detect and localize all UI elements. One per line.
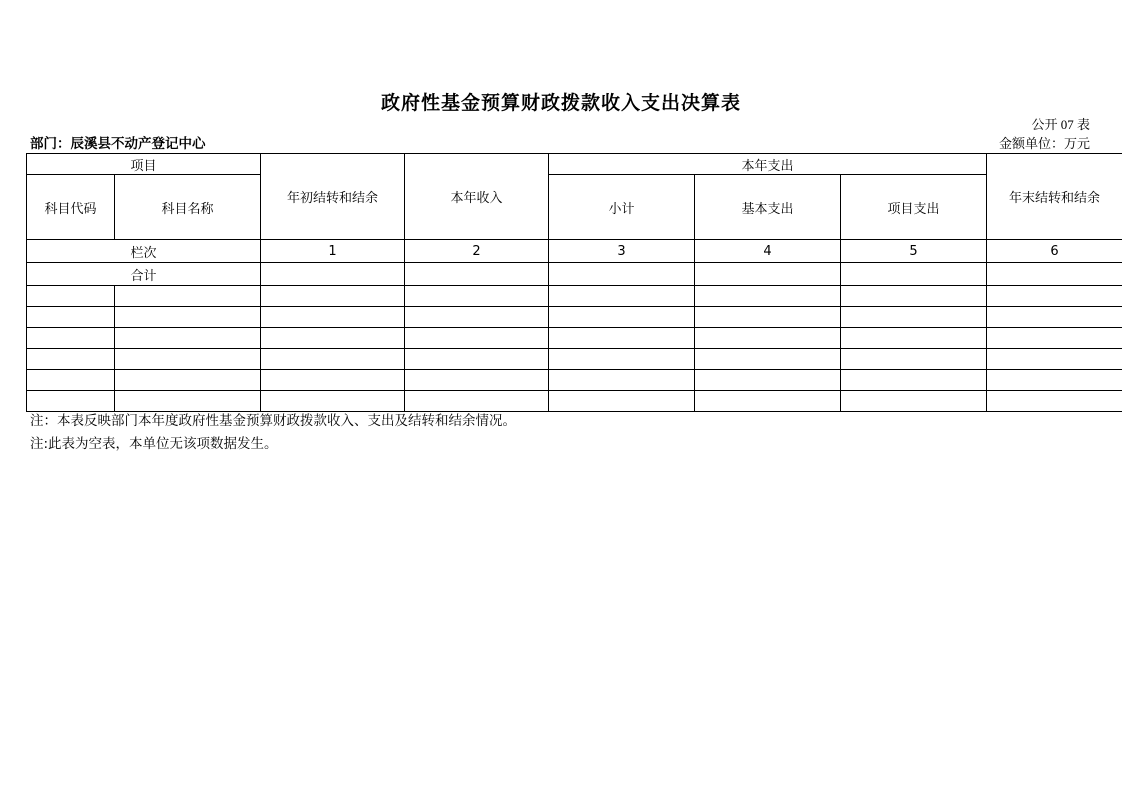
group-header-expenditure: 本年支出 (549, 154, 987, 175)
table-row (27, 328, 1122, 349)
column-header-subject-name: 科目名称 (115, 175, 261, 240)
total-row-cell (261, 263, 405, 286)
table-cell (695, 307, 841, 328)
table-cell (987, 328, 1122, 349)
table-cell (405, 370, 549, 391)
table-cell (115, 286, 261, 307)
column-header-subtotal: 小计 (549, 175, 695, 240)
column-number-1: 1 (261, 240, 405, 263)
column-header-subject-code: 科目代码 (27, 175, 115, 240)
column-header-project-expenditure: 项目支出 (841, 175, 987, 240)
total-row-cell (549, 263, 695, 286)
table-cell (695, 328, 841, 349)
column-header-1: 本年收入 (405, 154, 549, 240)
note-line-1: 注：本表反映部门本年度政府性基金预算财政拨款收入、支出及结转和结余情况。 (30, 413, 516, 429)
budget-table (26, 153, 1122, 412)
table-cell (987, 307, 1122, 328)
table-cell (549, 286, 695, 307)
table-cell (261, 286, 405, 307)
table-cell (841, 328, 987, 349)
table-cell (27, 307, 115, 328)
table-cell (115, 328, 261, 349)
table-cell (549, 370, 695, 391)
table-cell (987, 286, 1122, 307)
table-cell (841, 370, 987, 391)
amount-unit-label: 金额单位：万元 (998, 137, 1090, 152)
table-group-header-row (27, 154, 1122, 175)
table-cell (549, 349, 695, 370)
page-title: 政府性基金预算财政拨款收入支出决算表 (380, 92, 741, 114)
table-cell (549, 307, 695, 328)
column-number-4: 4 (695, 240, 841, 263)
column-header-basic-expenditure: 基本支出 (695, 175, 841, 240)
total-row-label: 合计 (27, 263, 261, 286)
table-cell (841, 307, 987, 328)
table-cell (115, 307, 261, 328)
column-number-row-label: 栏次 (27, 240, 261, 263)
table-cell (115, 370, 261, 391)
total-row-cell (405, 263, 549, 286)
table-cell (695, 391, 841, 412)
table-cell (841, 286, 987, 307)
table-cell (695, 286, 841, 307)
total-row-cell (695, 263, 841, 286)
table-cell (841, 391, 987, 412)
total-row-cell (841, 263, 987, 286)
table-cell (27, 328, 115, 349)
table-header-row (27, 175, 1122, 240)
table-cell (405, 349, 549, 370)
column-number-2: 2 (405, 240, 549, 263)
total-row-cell (987, 263, 1122, 286)
table-cell (261, 328, 405, 349)
table-cell (115, 349, 261, 370)
table-cell (987, 391, 1122, 412)
table-cell (261, 307, 405, 328)
form-code-label: 公开 07 表 (1031, 117, 1090, 132)
table-total-row (27, 263, 1122, 286)
table-cell (695, 370, 841, 391)
table-row (27, 307, 1122, 328)
note-line-2: 注:此表为空表，本单位无该项数据发生。 (30, 436, 278, 452)
table-cell (549, 391, 695, 412)
column-header-0: 年初结转和结余 (261, 154, 405, 240)
column-header-2: 年末结转和结余 (987, 154, 1122, 240)
table-row (27, 370, 1122, 391)
column-number-5: 5 (841, 240, 987, 263)
table-cell (27, 349, 115, 370)
table-cell (549, 328, 695, 349)
table-cell (695, 349, 841, 370)
table-cell (841, 349, 987, 370)
table-cell (987, 370, 1122, 391)
table-cell (261, 349, 405, 370)
department-label: 部门：辰溪县不动产登记中心 (30, 136, 206, 152)
table-cell (261, 370, 405, 391)
table-cell (27, 286, 115, 307)
table-row (27, 286, 1122, 307)
table-cell (987, 349, 1122, 370)
column-number-3: 3 (549, 240, 695, 263)
table-column-number-row (27, 240, 1122, 263)
table-cell (405, 286, 549, 307)
table-cell (405, 307, 549, 328)
table-cell (27, 370, 115, 391)
column-number-6: 6 (987, 240, 1122, 263)
group-header-item: 项目 (27, 154, 261, 175)
table-row (27, 349, 1122, 370)
table-cell (405, 328, 549, 349)
